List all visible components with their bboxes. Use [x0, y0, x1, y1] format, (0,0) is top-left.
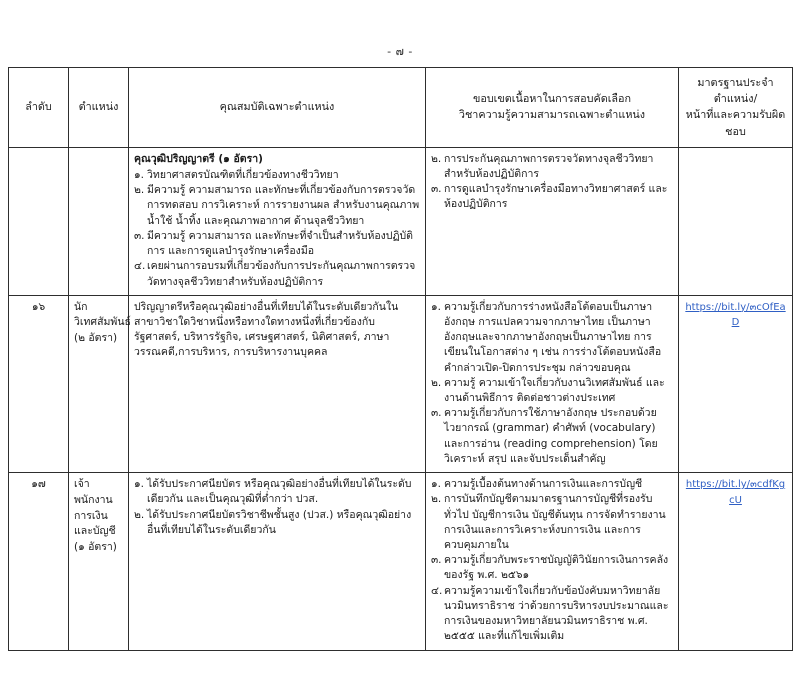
list-text: ความรู้เกี่ยวกับพระราชบัญญัติวินัยการเงินการคลังของรัฐ พ.ศ. ๒๕๖๑ [444, 554, 669, 582]
list-item [431, 152, 673, 182]
list-text: ความรู้เบื้องต้นทางด้านการเงินและการบัญชี [444, 478, 643, 491]
header-standard [679, 68, 793, 148]
list-item [134, 259, 420, 289]
list-item [431, 300, 673, 376]
cell-standard [679, 473, 793, 650]
list-item [431, 553, 673, 583]
list-item [134, 477, 420, 507]
list-marker: ๑. [431, 300, 442, 313]
table-row [9, 473, 793, 650]
header-exam-scope-line-2: วิชาความรู้ความสามารถเฉพาะตำแหน่ง [458, 108, 646, 122]
cell-exam-scope [426, 473, 679, 650]
list-item [134, 508, 420, 538]
header-standard-line-2: หน้าที่และความรับผิดชอบ [685, 108, 786, 138]
table-header-row [9, 68, 793, 148]
position-line: (๒ อัตรา) [74, 332, 118, 345]
position-line: นักวิเทศสัมพันธ์ [74, 300, 131, 329]
list-text: เคยผ่านการอบรมที่เกี่ยวข้องกับการประกันคุณภาพการตรวจวัดทางจุลชีววิทยาสำหรับห้องปฏิบัติการ [147, 260, 416, 288]
cell-position [69, 473, 129, 650]
table-row [9, 147, 793, 295]
position-line: เจ้าพนักงาน [74, 478, 113, 506]
qualifications-table [8, 67, 793, 651]
list-marker: ๑. [431, 478, 442, 491]
list-text: มีความรู้ ความสามารถ และทักษะที่เกี่ยวข้องกับการตรวจวัด การทดสอบ การวิเคราะห์ การรายงานผล สำหรับงานคุณภาพน้ำใช้ น้ำทิ้ง และคุณภาพอากาศ ด้านจุลชีววิทยา [147, 184, 420, 227]
header-position: ตำแหน่ง [69, 68, 129, 148]
list-text: ความรู้ความเข้าใจเกี่ยวกับข้อบังคับมหาวิทยาลัยนวมินทราธิราช ว่าด้วยการบริหารงบประมาณและการเงินของมหาวิทยาลัยนวมินทราธิราช พ.ศ. ๒๕๕๕ และที่แก้ไขเพิ่มเติม [444, 584, 669, 643]
position-line: (๑ อัตรา) [74, 541, 117, 554]
cell-position [69, 147, 129, 295]
list-text: ความรู้เกี่ยวกับการใช้ภาษาอังกฤษ ประกอบด้วย ไวยากรณ์ (grammar) คำศัพท์ (vocabulary) และการอ่าน (reading comprehension) โดยวิเคราะห์ สรุป และจับประเด็นสำคัญ [444, 407, 658, 465]
list-marker: ๓. [431, 554, 442, 567]
list-item [431, 376, 673, 406]
list-item [134, 300, 420, 361]
list-text: วิทยาศาสตรบัณฑิตที่เกี่ยวข้องทางชีววิทยา [147, 168, 339, 181]
header-exam-scope-line-1: ขอบเขตเนื้อหาในการสอบคัดเลือก [472, 92, 632, 106]
cell-sequence [9, 147, 69, 295]
list-marker: ๑. [134, 168, 145, 181]
list-item [431, 492, 673, 553]
scope-list [431, 477, 673, 644]
list-marker: ๔. [134, 260, 146, 273]
list-item [431, 477, 673, 492]
table-body [9, 147, 793, 650]
qualification-title: คุณวุฒิปริญญาตรี (๑ อัตรา) [134, 152, 263, 165]
cell-position [69, 295, 129, 472]
cell-standard [679, 295, 793, 472]
cell-exam-scope [426, 147, 679, 295]
cell-qualification [129, 295, 426, 472]
list-text: ความรู้ ความเข้าใจเกี่ยวกับงานวิเทศสัมพันธ์ และงานด้านพิธีการ ติดต่อชาวต่างประเทศ [444, 376, 665, 405]
position-line: การเงินและบัญชี [74, 509, 116, 538]
list-text: ได้รับประกาศนียบัตร หรือคุณวุฒิอย่างอื่นที่เทียบได้ในระดับเดียวกัน และเป็นคุณวุฒิที่ต่ำกว่า ปวส. [147, 478, 412, 506]
list-marker: ๓. [431, 183, 442, 196]
list-text: ความรู้เกี่ยวกับการร่างหนังสือโต้ตอบเป็นภาษาอังกฤษ การแปลความจากภาษาไทย เป็นภาษาอังกฤษและจากภาษาอังกฤษเป็นภาษาไทย การเขียนในโอกาสต่าง ๆ เช่น การร่างโต้ตอบหนังสือ คำกล่าวเปิด-ปิดการประชุม กล่าวขอบคุณ [444, 300, 662, 374]
list-marker: ๓. [134, 229, 145, 242]
table-row [9, 295, 793, 472]
list-item [134, 183, 420, 229]
header-exam-scope [426, 68, 679, 148]
qualification-list [134, 477, 420, 538]
list-marker: ๓. [431, 407, 442, 420]
page-number: - ๗ - [387, 45, 413, 58]
cell-qualification [129, 473, 426, 650]
header-standard-line-1: มาตรฐานประจำตำแหน่ง/ [697, 76, 774, 106]
list-item [431, 182, 673, 212]
qualification-list [134, 168, 420, 290]
list-marker: ๒. [134, 508, 145, 521]
scope-list [431, 300, 673, 467]
list-marker: ๒. [134, 184, 145, 197]
list-marker: ๒. [431, 493, 442, 506]
list-text: ปริญญาตรีหรือคุณวุฒิอย่างอื่นที่เทียบได้ในระดับเดียวกันในสาขาวิชาใดวิชาหนึ่งหรือทางใดทางหนึ่งที่เกี่ยวข้องกับรัฐศาสตร์, บริหารรัฐกิจ, เศรษฐศาสตร์, นิติศาสตร์, ภาษา วรรณคดี,การบริหาร, การบริหารงานบุคคล [134, 300, 399, 359]
header-qualification: คุณสมบัติเฉพาะตำแหน่ง [129, 68, 426, 148]
cell-sequence: ๑๖ [9, 295, 69, 472]
standard-link[interactable]: https://bit.ly/๓cOfEaD [685, 301, 786, 329]
list-text: ได้รับประกาศนียบัตรวิชาชีพชั้นสูง (ปวส.) หรือคุณวุฒิอย่างอื่นที่เทียบได้ในระดับเดียวกัน [147, 508, 412, 536]
cell-sequence: ๑๗ [9, 473, 69, 650]
list-marker: ๒. [431, 152, 442, 165]
list-item [134, 168, 420, 183]
list-marker: ๑. [134, 478, 145, 491]
list-text: การประกันคุณภาพการตรวจวัดทางจุลชีววิทยาสำหรับห้องปฏิบัติการ [444, 152, 654, 180]
list-text: มีความรู้ ความสามารถ และทักษะที่จำเป็นสำหรับห้องปฏิบัติการ และการดูแลบำรุงรักษาเครื่องมือ [147, 229, 413, 258]
list-item [431, 584, 673, 645]
standard-link[interactable]: https://bit.ly/๓cdfKgcU [685, 479, 786, 506]
list-item [431, 406, 673, 467]
list-text: การบันทึกบัญชีตามมาตรฐานการบัญชีที่รองรับทั่วไป บัญชีการเงิน บัญชีต้นทุน การจัดทำรายงาน การเงินและการวิเคราะห์งบการเงิน และการควบคุมภายใน [444, 493, 666, 551]
header-sequence: ลำดับ [9, 68, 69, 148]
list-item [134, 229, 420, 259]
cell-qualification [129, 147, 426, 295]
list-marker: ๔. [431, 584, 443, 597]
cell-exam-scope [426, 295, 679, 472]
list-text: การดูแลบำรุงรักษาเครื่องมือทางวิทยาศาสตร์ และห้องปฏิบัติการ [444, 183, 668, 211]
scope-list [431, 152, 673, 213]
list-marker: ๒. [431, 376, 442, 389]
qualification-list [134, 300, 420, 361]
cell-standard [679, 147, 793, 295]
